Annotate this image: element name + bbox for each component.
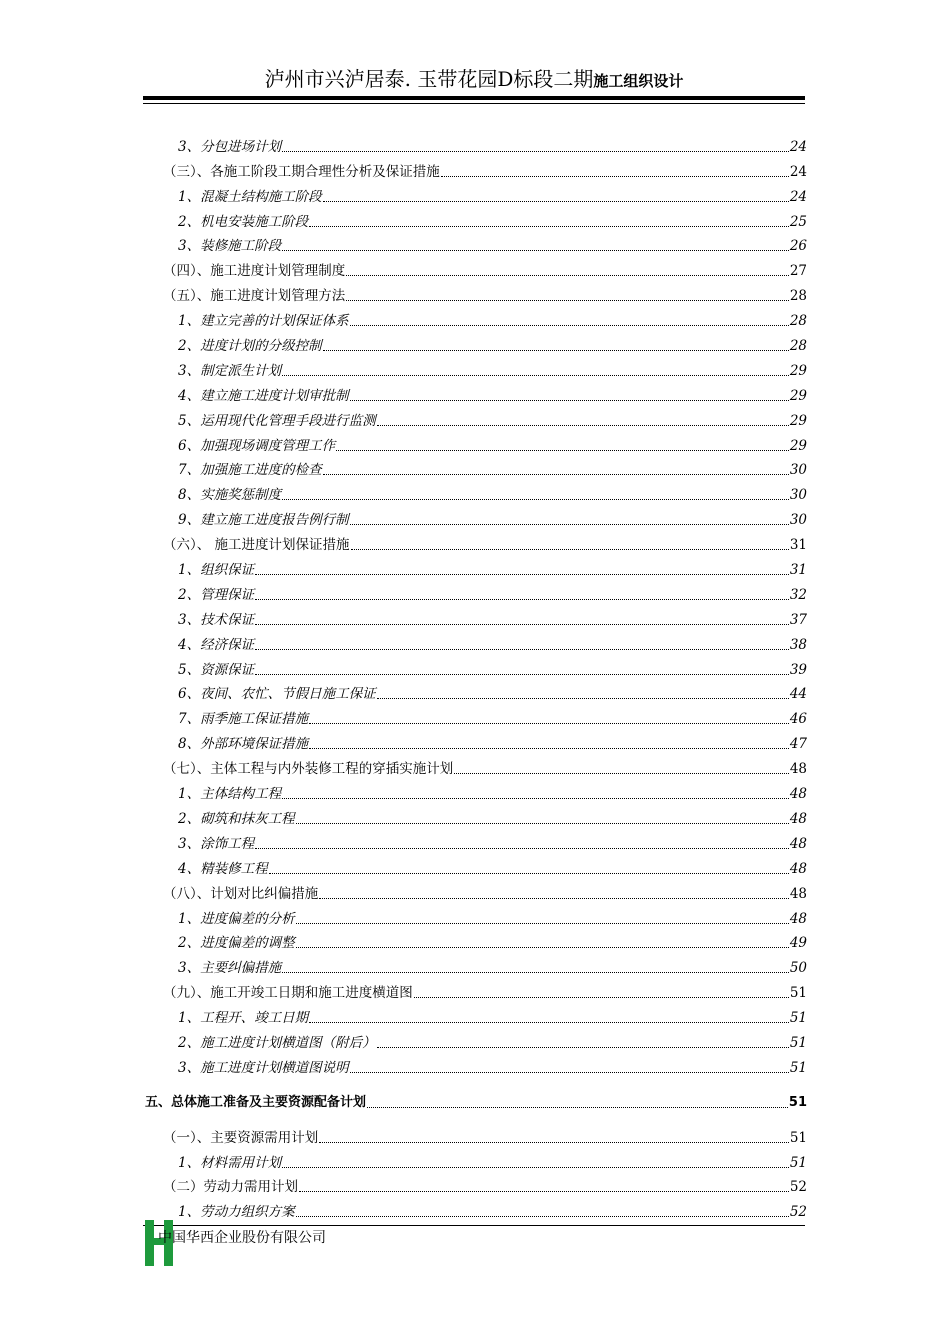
toc-entry-title: （四）、施工进度计划管理制度	[163, 263, 346, 280]
toc-entry[interactable]	[145, 231, 807, 256]
toc-entry-title: 1、主体结构工程	[178, 786, 282, 803]
toc-entry[interactable]	[145, 1122, 807, 1147]
dot-leader	[282, 374, 789, 376]
toc-entry-page: 51	[789, 1059, 807, 1076]
toc-entry-title: 1、进度偏差的分析	[178, 910, 295, 927]
toc-entry-page: 50	[789, 960, 807, 977]
toc-entry-page: 28	[789, 288, 807, 305]
toc-entry[interactable]	[145, 977, 807, 1002]
toc-entry[interactable]	[145, 529, 807, 554]
dot-leader	[255, 673, 789, 675]
toc-entry-title: 8、外部环境保证措施	[178, 736, 309, 753]
toc-entry-page: 48	[789, 761, 807, 778]
toc-entry-title: 4、建立施工进度计划审批制	[178, 387, 349, 404]
toc-entry[interactable]	[145, 1172, 807, 1197]
toc-entry-page: 29	[789, 362, 807, 379]
title-main: 泸州市兴泸居泰. 玉带花园D标段二期	[264, 67, 594, 91]
dot-leader	[282, 150, 789, 152]
toc-entry[interactable]	[145, 1052, 807, 1077]
dot-leader	[350, 523, 789, 525]
document-title	[143, 64, 805, 96]
toc-entry-title: 1、混凝土结构施工阶段	[178, 188, 322, 205]
toc-entry-page: 51	[788, 1094, 807, 1110]
toc-entry-title: （三）、各施工阶段工期合理性分析及保证措施	[163, 163, 440, 180]
dot-leader	[377, 424, 789, 426]
toc-entry-title: 3、主要纠偏措施	[178, 960, 282, 977]
dot-leader	[255, 648, 789, 650]
toc-entry[interactable]	[145, 903, 807, 928]
toc-entry-page: 26	[789, 238, 807, 255]
toc-entry[interactable]	[145, 1196, 807, 1221]
toc-entry-page: 52	[789, 1204, 807, 1221]
toc-entry[interactable]	[145, 1002, 807, 1027]
toc-entry-title: （六）、 施工进度计划保证措施	[163, 537, 350, 554]
dot-leader	[296, 946, 789, 948]
toc-entry[interactable]	[145, 952, 807, 977]
dot-leader	[269, 872, 789, 874]
toc-entry-page: 49	[789, 935, 807, 952]
toc-entry[interactable]	[145, 330, 807, 355]
toc-entry-title: 3、装修施工阶段	[178, 238, 282, 255]
dot-leader	[346, 274, 789, 276]
dot-leader	[441, 175, 789, 177]
toc-entry-page: 51	[789, 1154, 807, 1171]
toc-entry-title: （五）、施工进度计划管理方法	[163, 288, 346, 305]
toc-entry-title: 五、总体施工准备及主要资源配备计划	[145, 1094, 367, 1110]
toc-entry-page: 28	[789, 313, 807, 330]
toc-entry[interactable]	[145, 305, 807, 330]
toc-entry[interactable]	[145, 803, 807, 828]
toc-entry-page: 38	[789, 636, 807, 653]
toc-entry-page: 46	[789, 711, 807, 728]
toc-entry-page: 25	[789, 213, 807, 230]
toc-entry-title: （二）劳动力需用计划	[163, 1179, 298, 1196]
header-rule-thin	[143, 103, 805, 104]
dot-leader	[309, 225, 789, 227]
dot-leader	[309, 722, 789, 724]
toc-entry-page: 39	[789, 661, 807, 678]
toc-entry[interactable]	[145, 853, 807, 878]
toc-entry-title: 9、建立施工进度报告例行制	[178, 512, 349, 529]
toc-entry-page: 32	[789, 586, 807, 603]
dot-leader	[255, 573, 789, 575]
dot-leader	[282, 249, 789, 251]
toc-entry-title: 4、精装修工程	[178, 860, 268, 877]
dot-leader	[282, 797, 789, 799]
toc-entry-page: 48	[789, 885, 807, 902]
toc-entry[interactable]	[145, 504, 807, 529]
toc-entry[interactable]	[145, 828, 807, 853]
toc-entry[interactable]	[145, 455, 807, 480]
toc-entry[interactable]	[145, 131, 807, 156]
dot-leader	[336, 449, 789, 451]
toc-entry[interactable]	[145, 703, 807, 728]
toc-entry[interactable]	[145, 579, 807, 604]
toc-entry-page: 24	[789, 138, 807, 155]
toc-entry-page: 48	[789, 860, 807, 877]
dot-leader	[255, 847, 789, 849]
toc-entry-title: 4、经济保证	[178, 636, 255, 653]
header-rule-thick	[143, 96, 805, 100]
toc-entry-page: 48	[789, 810, 807, 827]
toc-entry-title: 6、加强现场调度管理工作	[178, 437, 336, 454]
toc-entry-title: 8、实施奖惩制度	[178, 487, 282, 504]
toc-entry-page: 52	[789, 1179, 807, 1196]
toc-entry[interactable]	[145, 156, 807, 181]
dot-leader	[351, 548, 789, 550]
toc-entry[interactable]	[145, 554, 807, 579]
toc-entry-title: 2、机电安装施工阶段	[178, 213, 309, 230]
toc-entry-title: 2、进度计划的分级控制	[178, 338, 322, 355]
toc-entry-page: 31	[789, 537, 807, 554]
toc-entry[interactable]	[145, 728, 807, 753]
toc-entry-page: 30	[789, 487, 807, 504]
toc-entry-title: （九）、施工开竣工日期和施工进度横道图	[163, 985, 413, 1002]
dot-leader	[377, 697, 789, 699]
toc-entry-page: 24	[789, 188, 807, 205]
toc-entry[interactable]	[145, 181, 807, 206]
dot-leader	[282, 498, 789, 500]
toc-entry-title: 7、雨季施工保证措施	[178, 711, 309, 728]
dot-leader	[323, 349, 789, 351]
toc-entry-title: （一）、主要资源需用计划	[163, 1129, 319, 1146]
dot-leader	[367, 1106, 788, 1108]
toc-entry[interactable]	[145, 928, 807, 953]
toc-entry-title: （八）、计划对比纠偏措施	[163, 885, 319, 902]
table-of-contents	[145, 131, 807, 1221]
dot-leader	[414, 996, 789, 998]
toc-entry-title: 3、制定派生计划	[178, 362, 282, 379]
dot-leader	[255, 598, 789, 600]
dot-leader	[350, 1071, 789, 1073]
toc-entry-title: （七）、主体工程与内外装修工程的穿插实施计划	[163, 761, 454, 778]
dot-leader	[350, 399, 789, 401]
toc-entry-title: 2、进度偏差的调整	[178, 935, 295, 952]
toc-entry[interactable]	[145, 778, 807, 803]
title-bold: 施工组织设计	[593, 72, 684, 90]
toc-entry-page: 29	[789, 412, 807, 429]
toc-entry-title: 1、劳动力组织方案	[178, 1204, 295, 1221]
toc-entry-title: 6、夜间、农忙、节假日施工保证	[178, 686, 376, 703]
toc-entry-page: 48	[789, 835, 807, 852]
toc-entry[interactable]	[145, 679, 807, 704]
dot-leader	[296, 922, 789, 924]
toc-entry-title: 3、分包进场计划	[178, 138, 282, 155]
toc-entry[interactable]	[145, 654, 807, 679]
toc-entry-page: 24	[789, 163, 807, 180]
toc-entry-page: 44	[789, 686, 807, 703]
toc-entry[interactable]	[145, 629, 807, 654]
toc-entry[interactable]	[145, 1147, 807, 1172]
dot-leader	[323, 200, 789, 202]
company-name: 中国华西企业股份有限公司	[158, 1230, 326, 1246]
toc-entry-title: 3、涂饰工程	[178, 835, 255, 852]
dot-leader	[346, 299, 789, 301]
dot-leader	[299, 1190, 789, 1192]
dot-leader	[350, 324, 789, 326]
toc-entry[interactable]	[145, 405, 807, 430]
toc-entry-page: 29	[789, 437, 807, 454]
toc-entry[interactable]	[145, 255, 807, 280]
toc-entry-page: 51	[789, 1034, 807, 1051]
toc-entry-title: 7、加强施工进度的检查	[178, 462, 322, 479]
toc-entry[interactable]	[145, 430, 807, 455]
toc-entry-title: 3、技术保证	[178, 611, 255, 628]
toc-entry-page: 51	[789, 1010, 807, 1027]
footer-rule	[143, 1225, 805, 1226]
toc-entry-title: 3、施工进度计划横道图说明	[178, 1059, 349, 1076]
toc-entry-page: 28	[789, 338, 807, 355]
toc-entry[interactable]	[145, 753, 807, 778]
dot-leader	[282, 1166, 789, 1168]
toc-entry[interactable]	[145, 1087, 807, 1112]
toc-entry-page: 37	[789, 611, 807, 628]
toc-entry-title: 2、砌筑和抹灰工程	[178, 810, 295, 827]
dot-leader	[296, 822, 789, 824]
toc-entry[interactable]	[145, 1027, 807, 1052]
dot-leader	[323, 473, 789, 475]
toc-entry-title: 1、建立完善的计划保证体系	[178, 313, 349, 330]
toc-entry-page: 48	[789, 786, 807, 803]
toc-entry-page: 51	[789, 985, 807, 1002]
toc-entry-title: 2、管理保证	[178, 586, 255, 603]
toc-entry-title: 2、施工进度计划横道图（附后）	[178, 1034, 376, 1051]
toc-entry-page: 30	[789, 512, 807, 529]
dot-leader	[296, 1215, 789, 1217]
dot-leader	[377, 1046, 789, 1048]
toc-entry[interactable]	[145, 355, 807, 380]
toc-entry-page: 47	[789, 736, 807, 753]
toc-entry-page: 48	[789, 910, 807, 927]
dot-leader	[309, 1021, 789, 1023]
toc-entry[interactable]	[145, 380, 807, 405]
toc-entry[interactable]	[145, 878, 807, 903]
dot-leader	[309, 747, 789, 749]
toc-entry-title: 5、资源保证	[178, 661, 255, 678]
toc-entry[interactable]	[145, 280, 807, 305]
dot-leader	[319, 1141, 789, 1143]
toc-entry-page: 31	[789, 562, 807, 579]
toc-entry-page: 27	[789, 263, 807, 280]
toc-entry-title: 1、工程开、竣工日期	[178, 1010, 309, 1027]
toc-entry-page: 51	[789, 1129, 807, 1146]
toc-entry-page: 30	[789, 462, 807, 479]
toc-entry-title: 1、组织保证	[178, 562, 255, 579]
toc-entry-page: 29	[789, 387, 807, 404]
dot-leader	[255, 623, 789, 625]
dot-leader	[319, 897, 789, 899]
toc-entry[interactable]	[145, 604, 807, 629]
toc-entry[interactable]	[145, 479, 807, 504]
dot-leader	[454, 772, 789, 774]
toc-entry-title: 5、运用现代化管理手段进行监测	[178, 412, 376, 429]
toc-entry-title: 1、材料需用计划	[178, 1154, 282, 1171]
dot-leader	[282, 971, 789, 973]
toc-entry[interactable]	[145, 206, 807, 231]
